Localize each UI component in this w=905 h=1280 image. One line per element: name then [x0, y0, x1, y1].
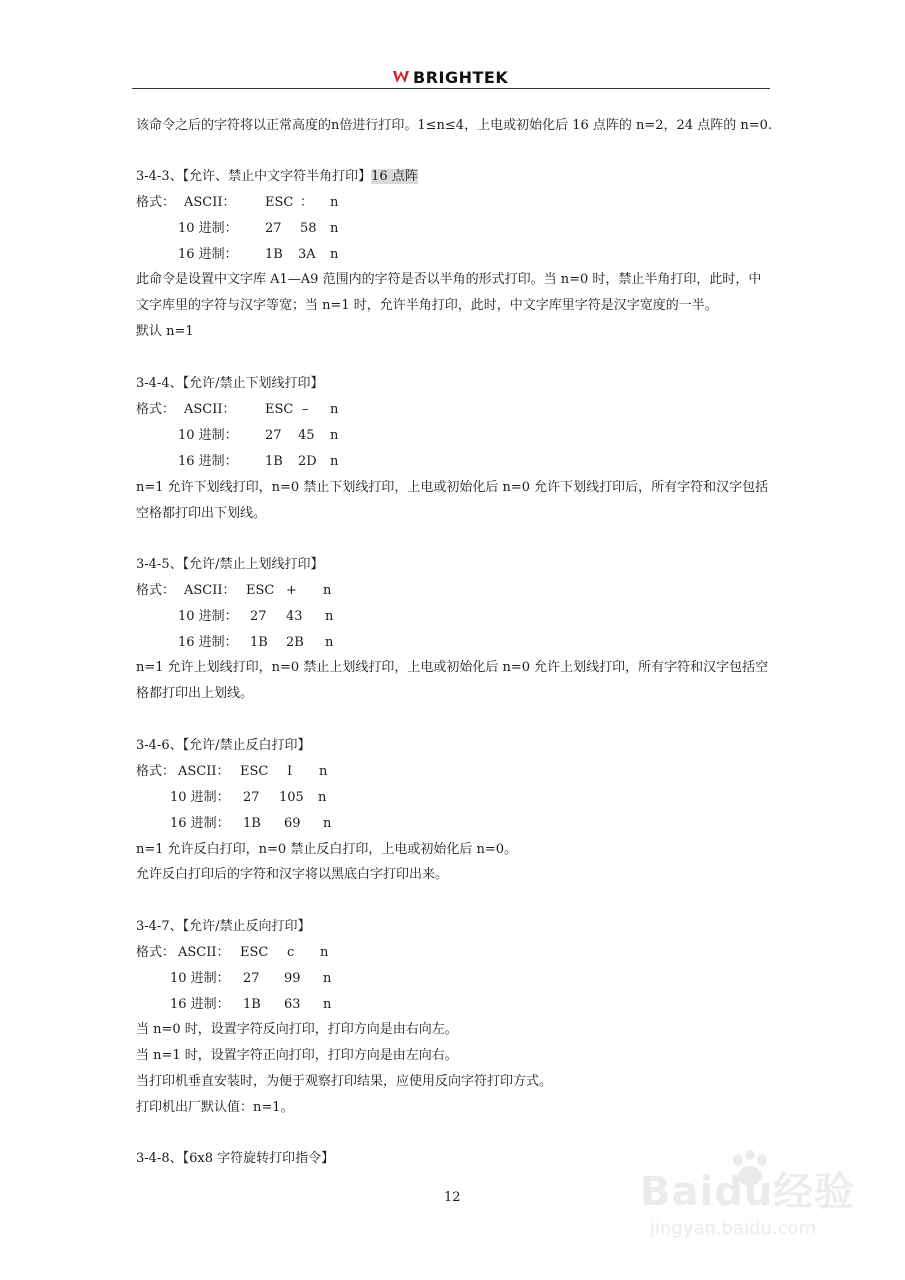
code-cell: ：: [300, 195, 314, 210]
body-text: 空格都打印出下划线。: [136, 506, 267, 521]
section-title-highlight: 16 点阵: [371, 169, 418, 184]
header-rule: [132, 88, 770, 89]
code-cell: ESC: [240, 945, 269, 960]
code-cell: n: [319, 764, 328, 779]
section-title-3-4-6: 3-4-6、【允许/禁止反白打印】: [136, 738, 311, 753]
code-cell: 27: [265, 428, 282, 443]
format-label: 格式：: [136, 195, 176, 210]
code-cell: ESC: [265, 195, 294, 210]
dec-label: 10 进制：: [178, 221, 238, 236]
watermark-url: jingyan.baidu.com: [650, 1218, 817, 1239]
code-cell: n: [318, 790, 327, 805]
page-number: 12: [444, 1190, 461, 1205]
code-cell: 1B: [250, 635, 268, 650]
body-text: 当 n=1 时，设置字符正向打印，打印方向是由左向右。: [136, 1048, 458, 1063]
code-cell: +: [286, 583, 297, 598]
code-cell: 63: [284, 997, 301, 1012]
format-label: 格式：: [136, 764, 176, 779]
code-cell: n: [323, 997, 332, 1012]
code-cell: 105: [279, 790, 304, 805]
logo-text: BRIGHTEK: [413, 67, 509, 87]
section-title-3-4-4: 3-4-4、【允许/禁止下划线打印】: [136, 376, 324, 391]
hex-label: 16 进制：: [178, 454, 238, 469]
code-cell: 2B: [286, 635, 304, 650]
code-cell: 27: [243, 971, 260, 986]
brand-logo: [392, 67, 508, 87]
body-text: 此命令是设置中文字库 A1—A9 范围内的字符是否以半角的形式打印。当 n=0 时，禁止半角打印，此时，中: [136, 272, 762, 287]
code-cell: n: [325, 609, 334, 624]
dec-label: 10 进制：: [178, 428, 238, 443]
format-label: 格式：: [136, 583, 176, 598]
body-text: 打印机出厂默认值：n=1。: [136, 1100, 294, 1115]
body-text: n=1 允许反白打印，n=0 禁止反白打印，上电或初始化后 n=0。: [136, 842, 518, 857]
code-cell: 27: [243, 790, 260, 805]
baidu-watermark: [640, 1150, 870, 1250]
format-label: 格式：: [136, 402, 176, 417]
code-cell: ESC: [246, 583, 275, 598]
code-cell: 69: [284, 816, 301, 831]
code-cell: n: [325, 635, 334, 650]
section-title-3-4-5: 3-4-5、【允许/禁止上划线打印】: [136, 557, 324, 572]
dec-label: 10 进制：: [178, 609, 238, 624]
code-cell: 27: [250, 609, 267, 624]
code-cell: 1B: [243, 997, 261, 1012]
code-cell: c: [287, 945, 295, 960]
code-cell: I: [287, 764, 293, 779]
code-cell: n: [330, 221, 339, 236]
body-text: 允许反白打印后的字符和汉字将以黑底白字打印出来。: [136, 867, 449, 882]
section-title-text: 3-4-3、【允许、禁止中文字符半角打印】: [136, 169, 372, 184]
ascii-label: ASCII：: [184, 195, 236, 210]
code-cell: 43: [286, 609, 303, 624]
dec-label: 10 进制：: [170, 790, 230, 805]
code-cell: 1B: [265, 247, 283, 262]
code-cell: n: [330, 247, 339, 262]
format-label: 格式：: [136, 945, 176, 960]
code-cell: 27: [265, 221, 282, 236]
code-cell: 45: [298, 428, 315, 443]
section-title-3-4-3: [136, 168, 418, 186]
body-text: 文字库里的字符与汉字等宽；当 n=1 时，允许半角打印，此时，中文字库里字符是汉字宽度的一半。: [136, 298, 718, 313]
section-title-3-4-7: 3-4-7、【允许/禁止反向打印】: [136, 919, 311, 934]
brightek-logo-icon: [392, 69, 410, 85]
body-text: 当打印机垂直安装时，为便于观察打印结果，应使用反向字符打印方式。: [136, 1074, 553, 1089]
hex-label: 16 进制：: [170, 997, 230, 1012]
ascii-label: ASCII：: [184, 583, 236, 598]
code-cell: –: [302, 402, 309, 417]
body-text: n=1 允许上划线打印，n=0 禁止上划线打印，上电或初始化后 n=0 允许上划线打印，所有字符和汉字包括空: [136, 660, 769, 675]
dec-label: 10 进制：: [170, 971, 230, 986]
code-cell: n: [323, 971, 332, 986]
code-cell: 1B: [243, 816, 261, 831]
code-cell: n: [330, 195, 339, 210]
ascii-label: ASCII：: [178, 764, 230, 779]
body-text: n=1 允许下划线打印，n=0 禁止下划线打印，上电或初始化后 n=0 允许下划线打印后，所有字符和汉字包括: [136, 480, 769, 495]
code-cell: ESC: [240, 764, 269, 779]
watermark-brand: Baidu经验: [640, 1169, 856, 1215]
code-cell: n: [323, 583, 332, 598]
code-cell: 1B: [265, 454, 283, 469]
ascii-label: ASCII：: [178, 945, 230, 960]
intro-paragraph: 该命令之后的字符将以正常高度的n倍进行打印。1≤n≤4，上电或初始化后 16 点阵的 n=2，24 点阵的 n=0.: [136, 118, 773, 133]
hex-label: 16 进制：: [170, 816, 230, 831]
code-cell: n: [330, 454, 339, 469]
code-cell: n: [330, 428, 339, 443]
code-cell: n: [323, 816, 332, 831]
body-text: 格都打印出上划线。: [136, 686, 254, 701]
code-cell: ESC: [265, 402, 294, 417]
code-cell: 58: [300, 221, 317, 236]
body-text: 默认 n=1: [136, 324, 194, 339]
body-text: 当 n=0 时，设置字符反向打印，打印方向是由右向左。: [136, 1022, 458, 1037]
hex-label: 16 进制：: [178, 247, 238, 262]
code-cell: 2D: [298, 454, 317, 469]
hex-label: 16 进制：: [178, 635, 238, 650]
code-cell: 99: [284, 971, 301, 986]
code-cell: n: [320, 945, 329, 960]
code-cell: 3A: [298, 247, 316, 262]
ascii-label: ASCII：: [184, 402, 236, 417]
code-cell: n: [330, 402, 339, 417]
section-title-3-4-8: 3-4-8、【6x8 字符旋转打印指令】: [136, 1151, 335, 1166]
